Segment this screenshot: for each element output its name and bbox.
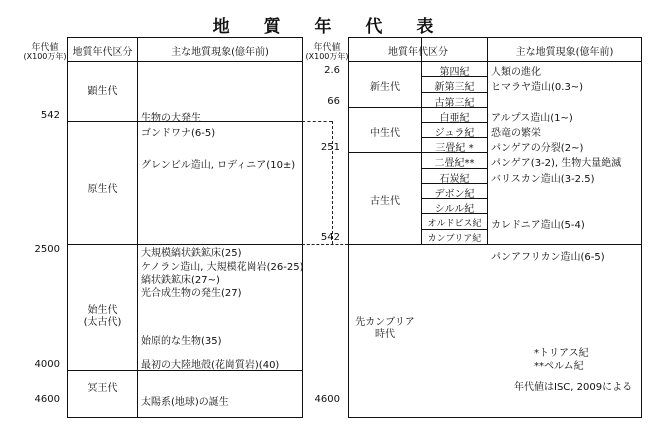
sep-period-9 xyxy=(421,229,488,230)
left-age-4600: 4600 xyxy=(34,394,60,405)
sep-paleozoic-precambrian xyxy=(348,244,642,245)
event-cambrian-explosion: 生物の大発生 xyxy=(141,113,201,124)
connector-542-top xyxy=(302,121,332,122)
left-age-542: 542 xyxy=(40,110,60,121)
event-gondwana: ゴンドワナ(6-5) xyxy=(141,128,216,139)
event-pangea-breakup: パンゲアの分裂(2~) xyxy=(491,143,584,154)
era-mesozoic: 中生代 xyxy=(370,128,400,139)
event-pan-african: パンアフリカン造山(6-5) xyxy=(491,252,605,263)
left-age-unit: (X100万年) xyxy=(23,52,67,61)
period-triassic: 三畳紀 * xyxy=(435,143,474,154)
event-variscan: バリスカン造山(3-2.5) xyxy=(491,174,595,185)
right-age-542: 542 xyxy=(320,232,340,243)
right-table-top-border xyxy=(348,37,642,38)
event-human-evolution: 人類の進化 xyxy=(491,67,541,78)
event-kenoran: ケノラン造山, 大規模花崗岩(26-25) xyxy=(141,262,304,273)
note-triassic: *トリアス紀 xyxy=(534,348,589,359)
era-precambrian: 先カンブリア xyxy=(355,317,415,328)
era-proterozoic: 原生代 xyxy=(87,184,118,195)
left-table-top-border xyxy=(67,37,303,38)
period-ordovician: オルドビス紀 xyxy=(427,219,482,229)
left-division-header: 地質年代区分 xyxy=(72,47,133,58)
connector-2500 xyxy=(302,244,348,245)
page-title: 地 質 年 代 表 xyxy=(212,17,448,37)
left-col-divider-3 xyxy=(302,37,303,418)
left-table-bottom-border xyxy=(67,417,303,418)
event-bif: 縞状鉄鉱床(27~) xyxy=(141,275,220,286)
right-division-header: 地質年代区分 xyxy=(388,47,448,58)
event-bif-large: 大規模縞状鉄鉱床(25) xyxy=(141,248,242,259)
era-phanerozoic: 顕生代 xyxy=(87,86,118,97)
era-precambrian-2: 時代 xyxy=(375,329,395,340)
era-paleozoic: 古生代 xyxy=(370,196,400,207)
left-header-bottom-border xyxy=(67,61,303,62)
left-events-header: 主な地質現象(億年前) xyxy=(171,47,269,58)
event-first-crust: 最初の大陸地殻(花崗質岩)(40) xyxy=(141,360,280,371)
period-paleogene: 古第三紀 xyxy=(434,98,475,109)
connector-vertical xyxy=(332,121,333,244)
period-carboniferous: 石炭紀 xyxy=(439,174,470,185)
left-age-header: 年代値 xyxy=(31,43,59,53)
left-age-2500: 2500 xyxy=(34,244,60,255)
event-primitive-life: 始原的な生物(35) xyxy=(141,336,222,347)
period-quaternary: 第四紀 xyxy=(439,67,470,78)
era-archean: 始生代 xyxy=(87,305,118,316)
event-alps: アルプス造山(1~) xyxy=(491,113,573,124)
period-silurian: シルル紀 xyxy=(434,204,475,215)
period-jurassic: ジュラ紀 xyxy=(434,128,475,139)
left-age-4000: 4000 xyxy=(34,359,60,370)
period-devonian: デボン紀 xyxy=(434,189,475,200)
right-age-66: 66 xyxy=(327,96,340,107)
event-himalaya: ヒマラヤ造山(0.3~) xyxy=(491,82,584,93)
event-photosynthesis: 光合成生物の発生(27) xyxy=(141,288,242,299)
left-col-divider-2 xyxy=(137,37,138,418)
right-age-251: 251 xyxy=(320,142,340,153)
right-age-unit: (X100万年) xyxy=(305,52,349,61)
right-events-header: 主な地質現象(億年前) xyxy=(515,47,614,58)
right-col-divider-4 xyxy=(641,37,642,418)
event-solar-system: 太陽系(地球)の誕生 xyxy=(141,397,229,408)
right-age-header: 年代値 xyxy=(313,43,341,53)
event-dinosaurs: 恐竜の繁栄 xyxy=(491,128,541,139)
period-neogene: 新第三紀 xyxy=(434,82,475,93)
right-col-divider-1 xyxy=(348,37,349,418)
era-cenozoic: 新生代 xyxy=(370,82,400,93)
right-header-bottom-border xyxy=(348,61,642,62)
era-hadean: 冥王代 xyxy=(87,383,118,394)
period-permian: 二畳紀** xyxy=(434,158,475,169)
right-table-bottom-border xyxy=(348,417,642,418)
event-pangea-extinction: パンゲア(3-2), 生物大量絶滅 xyxy=(491,158,622,169)
right-age-4600: 4600 xyxy=(314,394,340,405)
period-cretaceous: 白亜紀 xyxy=(439,113,470,124)
right-age-2-6: 2.6 xyxy=(324,65,340,76)
event-caledonian: カレドニア造山(5-4) xyxy=(491,220,585,231)
period-cambrian: カンブリア紀 xyxy=(427,234,482,244)
note-source: 年代値はISC, 2009による xyxy=(514,382,633,393)
era-archean-alt: (太古代) xyxy=(83,317,122,328)
event-grenville: グレンビル造山, ロディニア(10±) xyxy=(141,160,296,171)
note-permian: **ペルム紀 xyxy=(534,361,584,372)
